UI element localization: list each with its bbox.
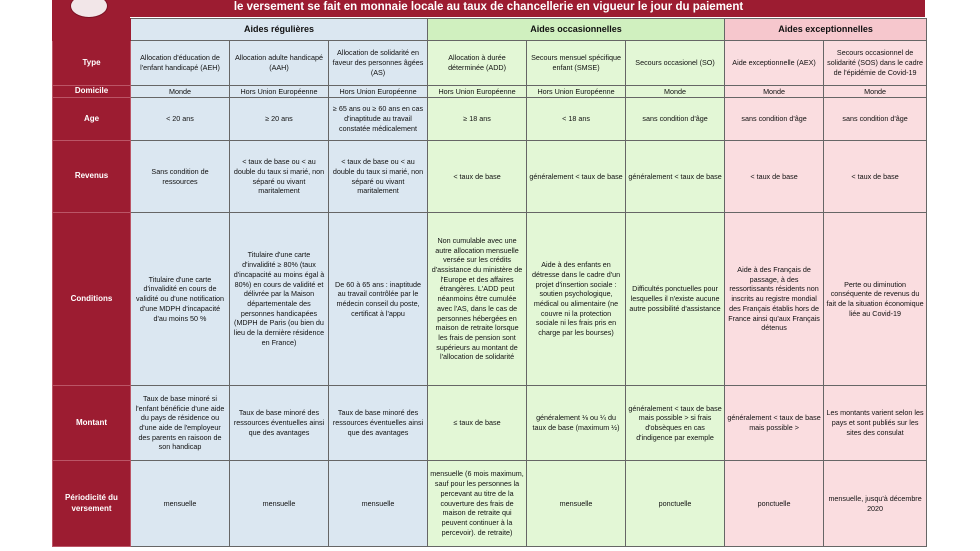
cell-age: ≥ 20 ans [230,98,329,141]
cell-conditions: De 60 à 65 ans : inaptitude au travail contrôlée par le médecin conseil du poste, certificat à l'appu [329,213,428,386]
cell-type: Allocation d'éducation de l'enfant handicapé (AEH) [131,41,230,86]
cell-revenus: Sans condition de ressources [131,141,230,213]
cell-montant: généralement < taux de base mais possible > si frais d'obsèques en cas d'indigence par exemple [626,386,725,461]
cell-revenus: généralement < taux de base [626,141,725,213]
cell-revenus: < taux de base [725,141,824,213]
globe-logo-icon [70,0,108,18]
cell-domicile: Hors Union Européenne [329,86,428,98]
cell-age: ≥ 65 ans ou ≥ 60 ans en cas d'inaptitude au travail constatée médicalement [329,98,428,141]
banner: le versement se fait en monnaie locale au taux de chancellerie en vigueur le jour du paiement [52,0,925,17]
cell-revenus: < taux de base [428,141,527,213]
cell-age: sans condition d'âge [725,98,824,141]
cell-revenus: < taux de base [824,141,927,213]
cell-montant: ≤ taux de base [428,386,527,461]
row-label-domicile: Domicile [53,86,131,98]
table-row [53,41,927,86]
cell-periodicite: mensuelle (6 mois maximum, sauf pour les personnes la percevant au titre de la couverture des frais de maison de retraite qui peuvent continuer à la percevoir). de retraite) [428,461,527,547]
group-regular: Aides régulières [131,19,428,41]
cell-montant: généralement ⅛ ou ¼ du taux de base (maximum ½) [527,386,626,461]
cell-domicile: Monde [626,86,725,98]
cell-type: Allocation de solidarité en faveur des personnes âgées (AS) [329,41,428,86]
aid-comparison-table [52,18,927,547]
cell-periodicite: ponctuelle [725,461,824,547]
row-label-conditions: Conditions [53,213,131,386]
cell-domicile: Monde [725,86,824,98]
cell-montant: Les montants varient selon les pays et sont publiés sur les sites des consulat [824,386,927,461]
cell-periodicite: mensuelle [131,461,230,547]
row-label-age: Age [53,98,131,141]
group-exceptional: Aides exceptionnelles [725,19,927,41]
cell-type: Allocation adulte handicapé (AAH) [230,41,329,86]
cell-montant: Taux de base minoré des ressources éventuelles ainsi que des avantages [329,386,428,461]
cell-periodicite: mensuelle [230,461,329,547]
table-row [53,141,927,213]
cell-conditions: Titulaire d'une carte d'invalidité en cours de validité ou d'une notification d'une MDPH d'incapacité d'au moins 50 % [131,213,230,386]
cell-periodicite: ponctuelle [626,461,725,547]
corner-cell [53,19,131,41]
cell-domicile: Hors Union Européenne [230,86,329,98]
cell-conditions: Titulaire d'une carte d'invalidité ≥ 80% (taux d'incapacité au moins égal à 80%) en cours de validité et délivrée par la Maison départementale des personnes handicapées (MDPH de Paris (ou bien du lieu de la dernière résidence en France) [230,213,329,386]
cell-montant: Taux de base minoré si l'enfant bénéficie d'une aide du pays de résidence ou d'une aide de l'employeur des parents en raisoon de son handicap [131,386,230,461]
row-label-type: Type [53,41,131,86]
cell-conditions: Aide à des Français de passage, à des ressortissants résidents non inscrits au registre mondial des Français établis hors de France ainsi qu'aux Français détenus [725,213,824,386]
table-row [53,386,927,461]
cell-type: Secours occasionel (SO) [626,41,725,86]
cell-domicile: Monde [131,86,230,98]
cell-domicile: Hors Union Européenne [428,86,527,98]
cell-conditions: Aide à des enfants en détresse dans le cadre d'un projet d'insertion sociale : soutien psychologique, médical ou alimentaire (ne couvre ni la protection sociale ni les frais pris en charge par les bourses) [527,213,626,386]
cell-conditions: Difficultés ponctuelles pour lesquelles il n'existe aucune autre possibilité d'assistance [626,213,725,386]
cell-montant: Taux de base minoré des ressources éventuelles ainsi que des avantages [230,386,329,461]
table-row [53,98,927,141]
cell-revenus: généralement < taux de base [527,141,626,213]
cell-type: Aide exceptionnelle (AEX) [725,41,824,86]
table-row [53,213,927,386]
cell-montant: généralement < taux de base mais possible > [725,386,824,461]
table-row [53,461,927,547]
cell-revenus: < taux de base ou < au double du taux si marié, non séparé ou vivant maritalement [329,141,428,213]
cell-age: sans condition d'âge [824,98,927,141]
group-header-row [53,19,927,41]
group-occasional: Aides occasionnelles [428,19,725,41]
cell-domicile: Hors Union Européenne [527,86,626,98]
cell-conditions: Perte ou diminution conséquente de revenus du fait de la situation économique liée au Covid-19 [824,213,927,386]
row-label-periodicite: Périodicité du versement [53,461,131,547]
row-label-revenus: Revenus [53,141,131,213]
cell-revenus: < taux de base ou < au double du taux si marié, non séparé ou vivant maritalement [230,141,329,213]
cell-age: < 18 ans [527,98,626,141]
cell-type: Allocation à durée déterminée (ADD) [428,41,527,86]
cell-conditions: Non cumulable avec une autre allocation mensuelle versée sur les crédits d'assistance du ministère de l'Europe et des affaires étrangères. L'ADD peut néanmoins être cumulée avec l'AS, dans le cas de personnes hébergées en maison de retraite lorsque les frais de pension sont supérieurs au montant de l'allocation de solidarité [428,213,527,386]
cell-domicile: Monde [824,86,927,98]
cell-type: Secours mensuel spécifique enfant (SMSE) [527,41,626,86]
cell-age: ≥ 18 ans [428,98,527,141]
cell-periodicite: mensuelle [527,461,626,547]
table-row [53,86,927,98]
cell-type: Secours occasionnel de solidarité (SOS) dans le cadre de l'épidémie de Covid-19 [824,41,927,86]
cell-age: < 20 ans [131,98,230,141]
cell-periodicite: mensuelle [329,461,428,547]
cell-periodicite: mensuelle, jusqu'à décembre 2020 [824,461,927,547]
cell-age: sans condition d'âge [626,98,725,141]
row-label-montant: Montant [53,386,131,461]
